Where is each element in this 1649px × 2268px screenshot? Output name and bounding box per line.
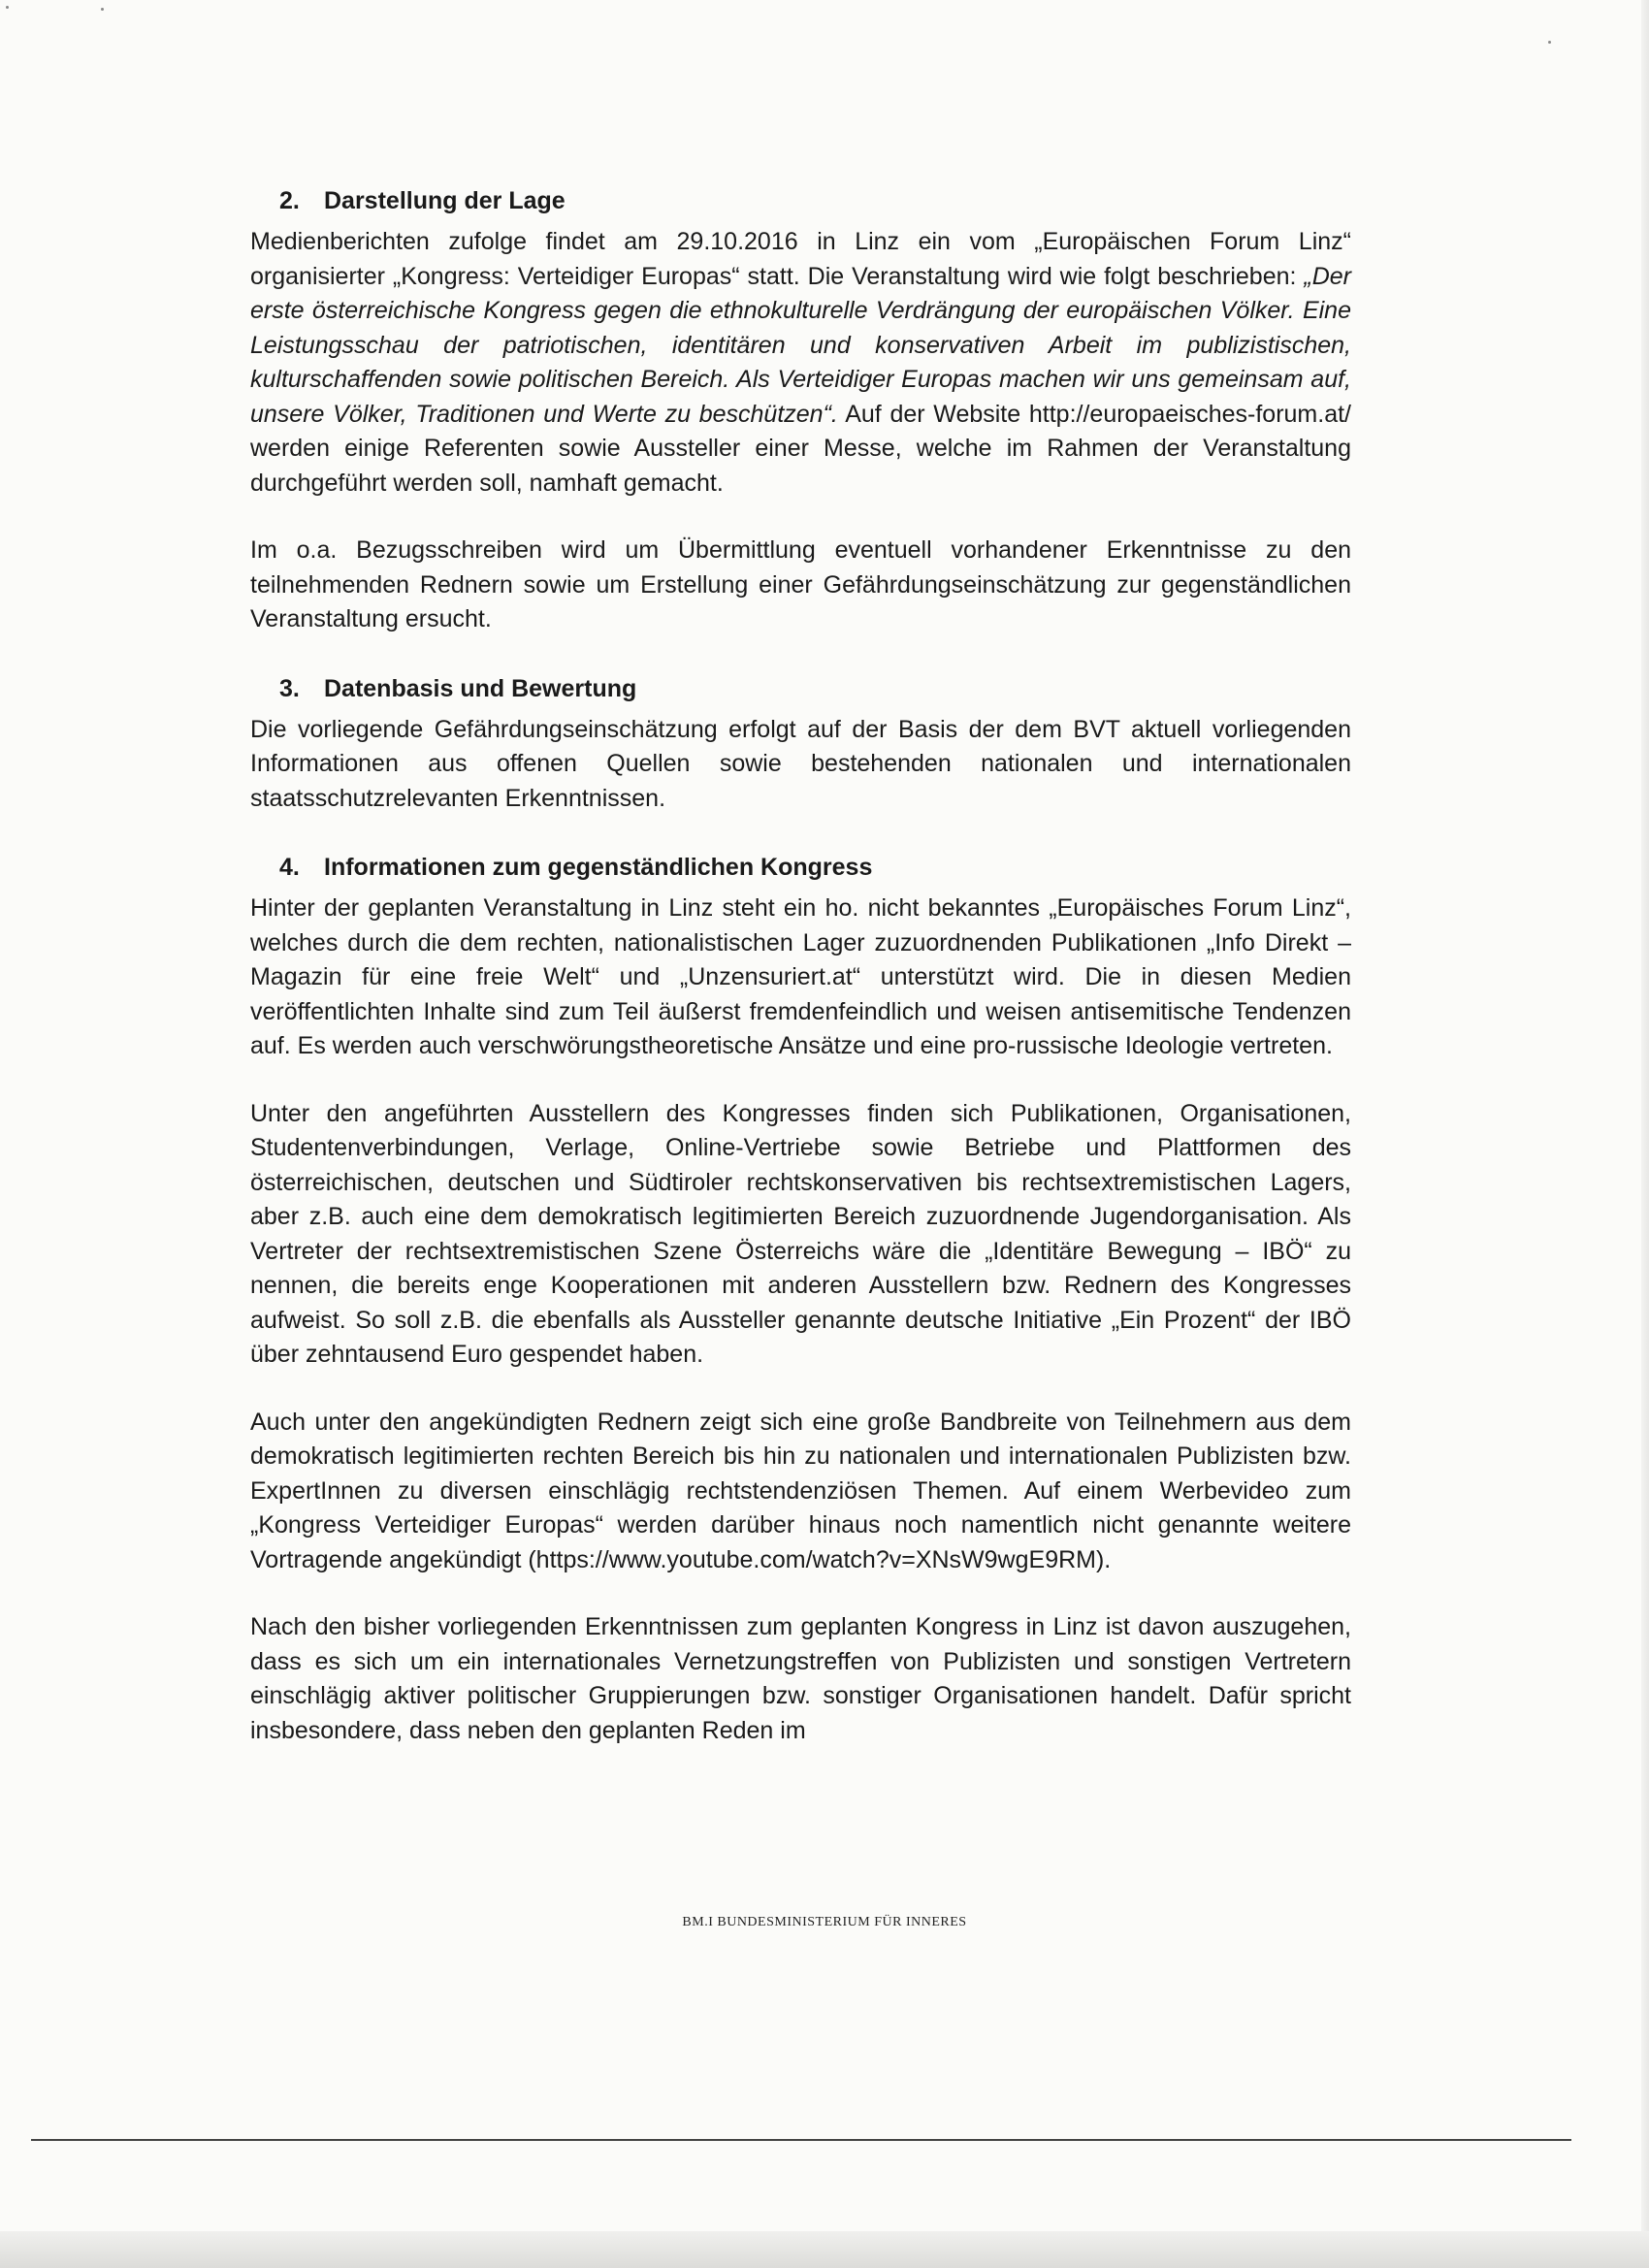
scan-speck — [1548, 41, 1551, 44]
paragraph: Im o.a. Bezugsschreiben wird um Übermittlung eventuell vorhandener Erkenntnisse zu den teilnehmenden Rednern sowie um Erstellung einer Gefährdungseinschätzung zur gegenständlichen Veranstaltung ersucht. — [250, 536, 1351, 632]
section-heading-4 — [279, 851, 1351, 884]
document-body — [250, 184, 1351, 1748]
section-heading-3 — [279, 672, 1351, 705]
footer-divider — [31, 2139, 1571, 2141]
paragraph: Nach den bisher vorliegenden Erkenntnissen zum geplanten Kongress in Linz ist davon auszugehen, dass es sich um ein internationales Vernetzungstreffen von Publizisten und sonstigen Vertretern einschlägig aktiver politischer Gruppierungen bzw. sonstiger Organisationen handelt. Dafür spricht insbesondere, dass neben den geplanten Reden im — [250, 1613, 1351, 1744]
section-title: Informationen zum gegenständlichen Kongress — [324, 854, 873, 881]
section-heading-2 — [279, 184, 1351, 217]
paragraph: Hinter der geplanten Veranstaltung in Linz steht ein ho. nicht bekanntes „Europäisches Forum Linz“, welches durch die dem rechten, nationalistischen Lager zuzuordnenden Publikationen „Info Direkt – Magazin für eine freie Welt“ und „Unzensuriert.at“ unterstützt wird. Die in diesen Medien veröffentlichten Inhalte sind zum Teil äußerst fremdenfeindlich und weisen antisemitische Tendenzen auf. Es werden auch verschwörungstheoretische Ansätze und eine pro-russische Ideologie vertreten. — [250, 894, 1351, 1059]
paragraph: Auch unter den angekündigten Rednern zeigt sich eine große Bandbreite von Teilnehmern aus dem demokratisch legitimierten rechten Bereich bis hin zu nationalen und internationalen Publizisten bzw. ExpertInnen zu diversen einschlägig rechtstendenziösen Themen. Auf einem Werbevideo zum „Kongress Verteidiger Europas“ werden darüber hinaus noch namentlich nicht genannte weitere Vortragende angekündigt (https://www.youtube.com/watch?v=XNsW9wgE9RM). — [250, 1408, 1351, 1573]
section-number: 3. — [279, 674, 300, 702]
scan-speck — [6, 6, 9, 9]
scan-bottom-edge — [0, 2231, 1649, 2268]
paragraph-text: Auf der Website http://europaeisches-forum.at/ werden einige Referenten sowie Aussteller einer Messe, welche im Rahmen der Veranstaltung durchgeführt werden soll, namhaft gemacht. — [250, 400, 1351, 497]
paragraph: Unter den angeführten Ausstellern des Kongresses finden sich Publikationen, Organisationen, Studentenverbindungen, Verlage, Online-Vertriebe sowie Betriebe und Plattformen des österreichischen, deutschen und Südtiroler rechtskonservativen bis rechtsextremistischen Lagers, aber z.B. auch eine dem demokratisch legitimierten Bereich zuzuordnende Jugendorganisation. Als Vertreter der rechtsextremistischen Szene Österreichs wäre die „Identitäre Bewegung – IBÖ“ zu nennen, die bereits enge Kooperationen mit anderen Ausstellern bzw. Rednern des Kongresses aufweist. So soll z.B. die ebenfalls als Aussteller genannte deutsche Initiative „Ein Prozent“ der IBÖ über zehntausend Euro gespendet haben. — [250, 1099, 1351, 1368]
paragraph: Die vorliegende Gefährdungseinschätzung erfolgt auf der Basis der dem BVT aktuell vorliegenden Informationen aus offenen Quellen sowie bestehenden nationalen und internationalen staatsschutzrelevanten Erkenntnissen. — [250, 715, 1351, 812]
paragraph-text: Medienberichten zufolge findet am 29.10.2016 in Linz ein vom „Europäischen Forum Linz“ organisierter „Kongress: Verteidiger Europas“ statt. Die Veranstaltung wird wie folgt beschrieben: — [250, 228, 1351, 290]
scan-speck — [101, 8, 104, 11]
ministry-footer: BM.I BUNDESMINISTERIUM FÜR INNERES — [682, 1915, 967, 1929]
quote-text: „Der erste österreichische Kongress gegen die ethnokulturelle Verdrängung der europäischen Völker. Eine Leistungsschau der patriotischen, identitären und konservativen Arbeit im publizistischen, kulturschaffenden sowie politischen Bereich. Als Verteidiger Europas machen wir uns gemeinsam auf, unsere Völker, Traditionen und Werte zu beschützen“. — [250, 262, 1351, 428]
section-title: Darstellung der Lage — [324, 187, 566, 214]
section-title: Datenbasis und Bewertung — [324, 674, 637, 702]
section-number: 4. — [279, 854, 300, 881]
paragraph — [250, 225, 1351, 501]
section-number: 2. — [279, 187, 300, 214]
